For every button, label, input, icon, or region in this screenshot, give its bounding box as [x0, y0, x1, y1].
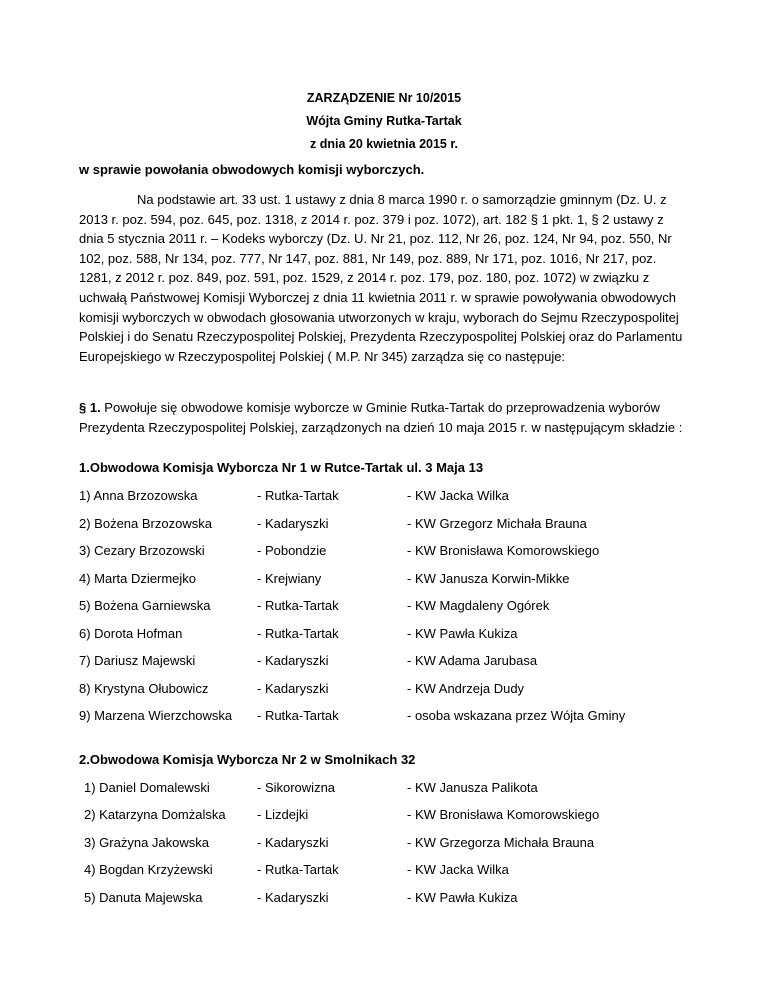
section-1-label: § 1. — [79, 400, 101, 415]
member-place: - Pobondzie — [257, 543, 327, 558]
member-nominated-by: - KW Janusza Korwin-Mikke — [407, 571, 570, 586]
commission-2-heading: 2.Obwodowa Komisja Wyborcza Nr 2 w Smolnikach 32 — [79, 752, 416, 767]
member-name: 4) Marta Dziermejko — [79, 571, 197, 586]
commission-1-heading: 1.Obwodowa Komisja Wyborcza Nr 1 w Rutce-Tartak ul. 3 Maja 13 — [79, 460, 484, 475]
member-name: 6) Dorota Hofman — [79, 626, 183, 641]
member-nominated-by: - KW Adama Jarubasa — [407, 653, 538, 668]
member-nominated-by: - KW Pawła Kukiza — [407, 626, 518, 641]
member-nominated-by: - KW Pawła Kukiza — [407, 890, 518, 905]
document-title: ZARZĄDZENIE Nr 10/2015 — [306, 91, 462, 105]
member-nominated-by: - KW Jacka Wilka — [407, 862, 509, 877]
member-name: 2) Bożena Brzozowska — [79, 516, 212, 531]
member-place: - Rutka-Tartak — [257, 626, 339, 641]
member-place: - Krejwiany — [257, 571, 322, 586]
member-nominated-by: - KW Grzegorz Michała Brauna — [407, 516, 587, 531]
member-nominated-by: - osoba wskazana przez Wójta Gminy — [407, 708, 626, 723]
member-name: 1) Daniel Domalewski — [84, 780, 210, 795]
member-nominated-by: - KW Janusza Palikota — [407, 780, 538, 795]
member-name: 7) Dariusz Majewski — [79, 653, 196, 668]
section-1-paragraph — [79, 398, 695, 437]
section-1-text: Powołuje się obwodowe komisje wyborcze w Gminie Rutka-Tartak do przeprowadzenia wyborów Prezydenta Rzeczypospolitej Polskiej, zarządzonych na dzień 10 maja 2015 r. w następującym składzie : — [79, 400, 683, 435]
member-name: 3) Cezary Brzozowski — [79, 543, 205, 558]
member-place: - Rutka-Tartak — [257, 862, 339, 877]
member-name: 9) Marzena Wierzchowska — [79, 708, 233, 723]
document-date: z dnia 20 kwietnia 2015 r. — [310, 137, 458, 151]
member-place: - Lizdejki — [257, 807, 309, 822]
member-place: - Rutka-Tartak — [257, 708, 339, 723]
member-name: 5) Danuta Majewska — [84, 890, 203, 905]
document-subject: w sprawie powołania obwodowych komisji wyborczych. — [79, 162, 425, 177]
member-place: - Rutka-Tartak — [257, 488, 339, 503]
member-nominated-by: - KW Andrzeja Dudy — [407, 681, 525, 696]
member-name: 3) Grażyna Jakowska — [84, 835, 209, 850]
member-name: 4) Bogdan Krzyżewski — [84, 862, 213, 877]
member-name: 5) Bożena Garniewska — [79, 598, 211, 613]
member-place: - Sikorowizna — [257, 780, 336, 795]
member-place: - Kadaryszki — [257, 835, 329, 850]
member-nominated-by: - KW Bronisława Komorowskiego — [407, 807, 600, 822]
member-place: - Kadaryszki — [257, 516, 329, 531]
member-nominated-by: - KW Magdaleny Ogórek — [407, 598, 550, 613]
preamble-paragraph: Na podstawie art. 33 ust. 1 ustawy z dnia 8 marca 1990 r. o samorządzie gminnym (Dz. U. z 2013 r. poz. 594, poz. 645, poz. 1318, z 2014 r. poz. 379 i poz. 1072), art. 182 § 1 pkt. 1, § 2 ustawy z dnia 5 stycznia 2011 r. – Kodeks wyborczy (Dz. U. Nr 21, poz. 112, Nr 26, poz. 124, Nr 94, poz. 550, Nr 102, poz. 588, Nr 134, poz. 777, Nr 147, poz. 881, Nr 149, poz. 889, Nr 171, poz. 1016, Nr 217, poz. 1281, z 2012 r. poz. 849, poz. 591, poz. 1529, z 2014 r. poz. 179, poz. 180, poz. 1072) w związku z uchwałą Państwowej Komisji Wyborczej z dnia 11 kwietnia 2011 r. w sprawie powoływania obwodowych komisji wyborczych w obwodach głosowania utworzonych w kraju, wyborach do Sejmu Rzeczypospolitej Polskiej i do Senatu Rzeczypospolitej Polskiej, Prezydenta Rzeczypospolitej Polskiej oraz do Parlamentu Europejskiego w Rzeczypospolitej Polskiej ( M.P. Nr 345) zarządza się co następuje: — [79, 192, 683, 364]
member-name: 2) Katarzyna Domżalska — [84, 807, 226, 822]
member-place: - Rutka-Tartak — [257, 598, 339, 613]
member-nominated-by: - KW Bronisława Komorowskiego — [407, 543, 600, 558]
member-name: 8) Krystyna Ołubowicz — [79, 681, 209, 696]
member-nominated-by: - KW Jacka Wilka — [407, 488, 509, 503]
member-place: - Kadaryszki — [257, 681, 329, 696]
member-nominated-by: - KW Grzegorza Michała Brauna — [407, 835, 595, 850]
member-place: - Kadaryszki — [257, 890, 329, 905]
member-name: 1) Anna Brzozowska — [79, 488, 198, 503]
member-place: - Kadaryszki — [257, 653, 329, 668]
document-authority: Wójta Gminy Rutka-Tartak — [306, 114, 462, 128]
